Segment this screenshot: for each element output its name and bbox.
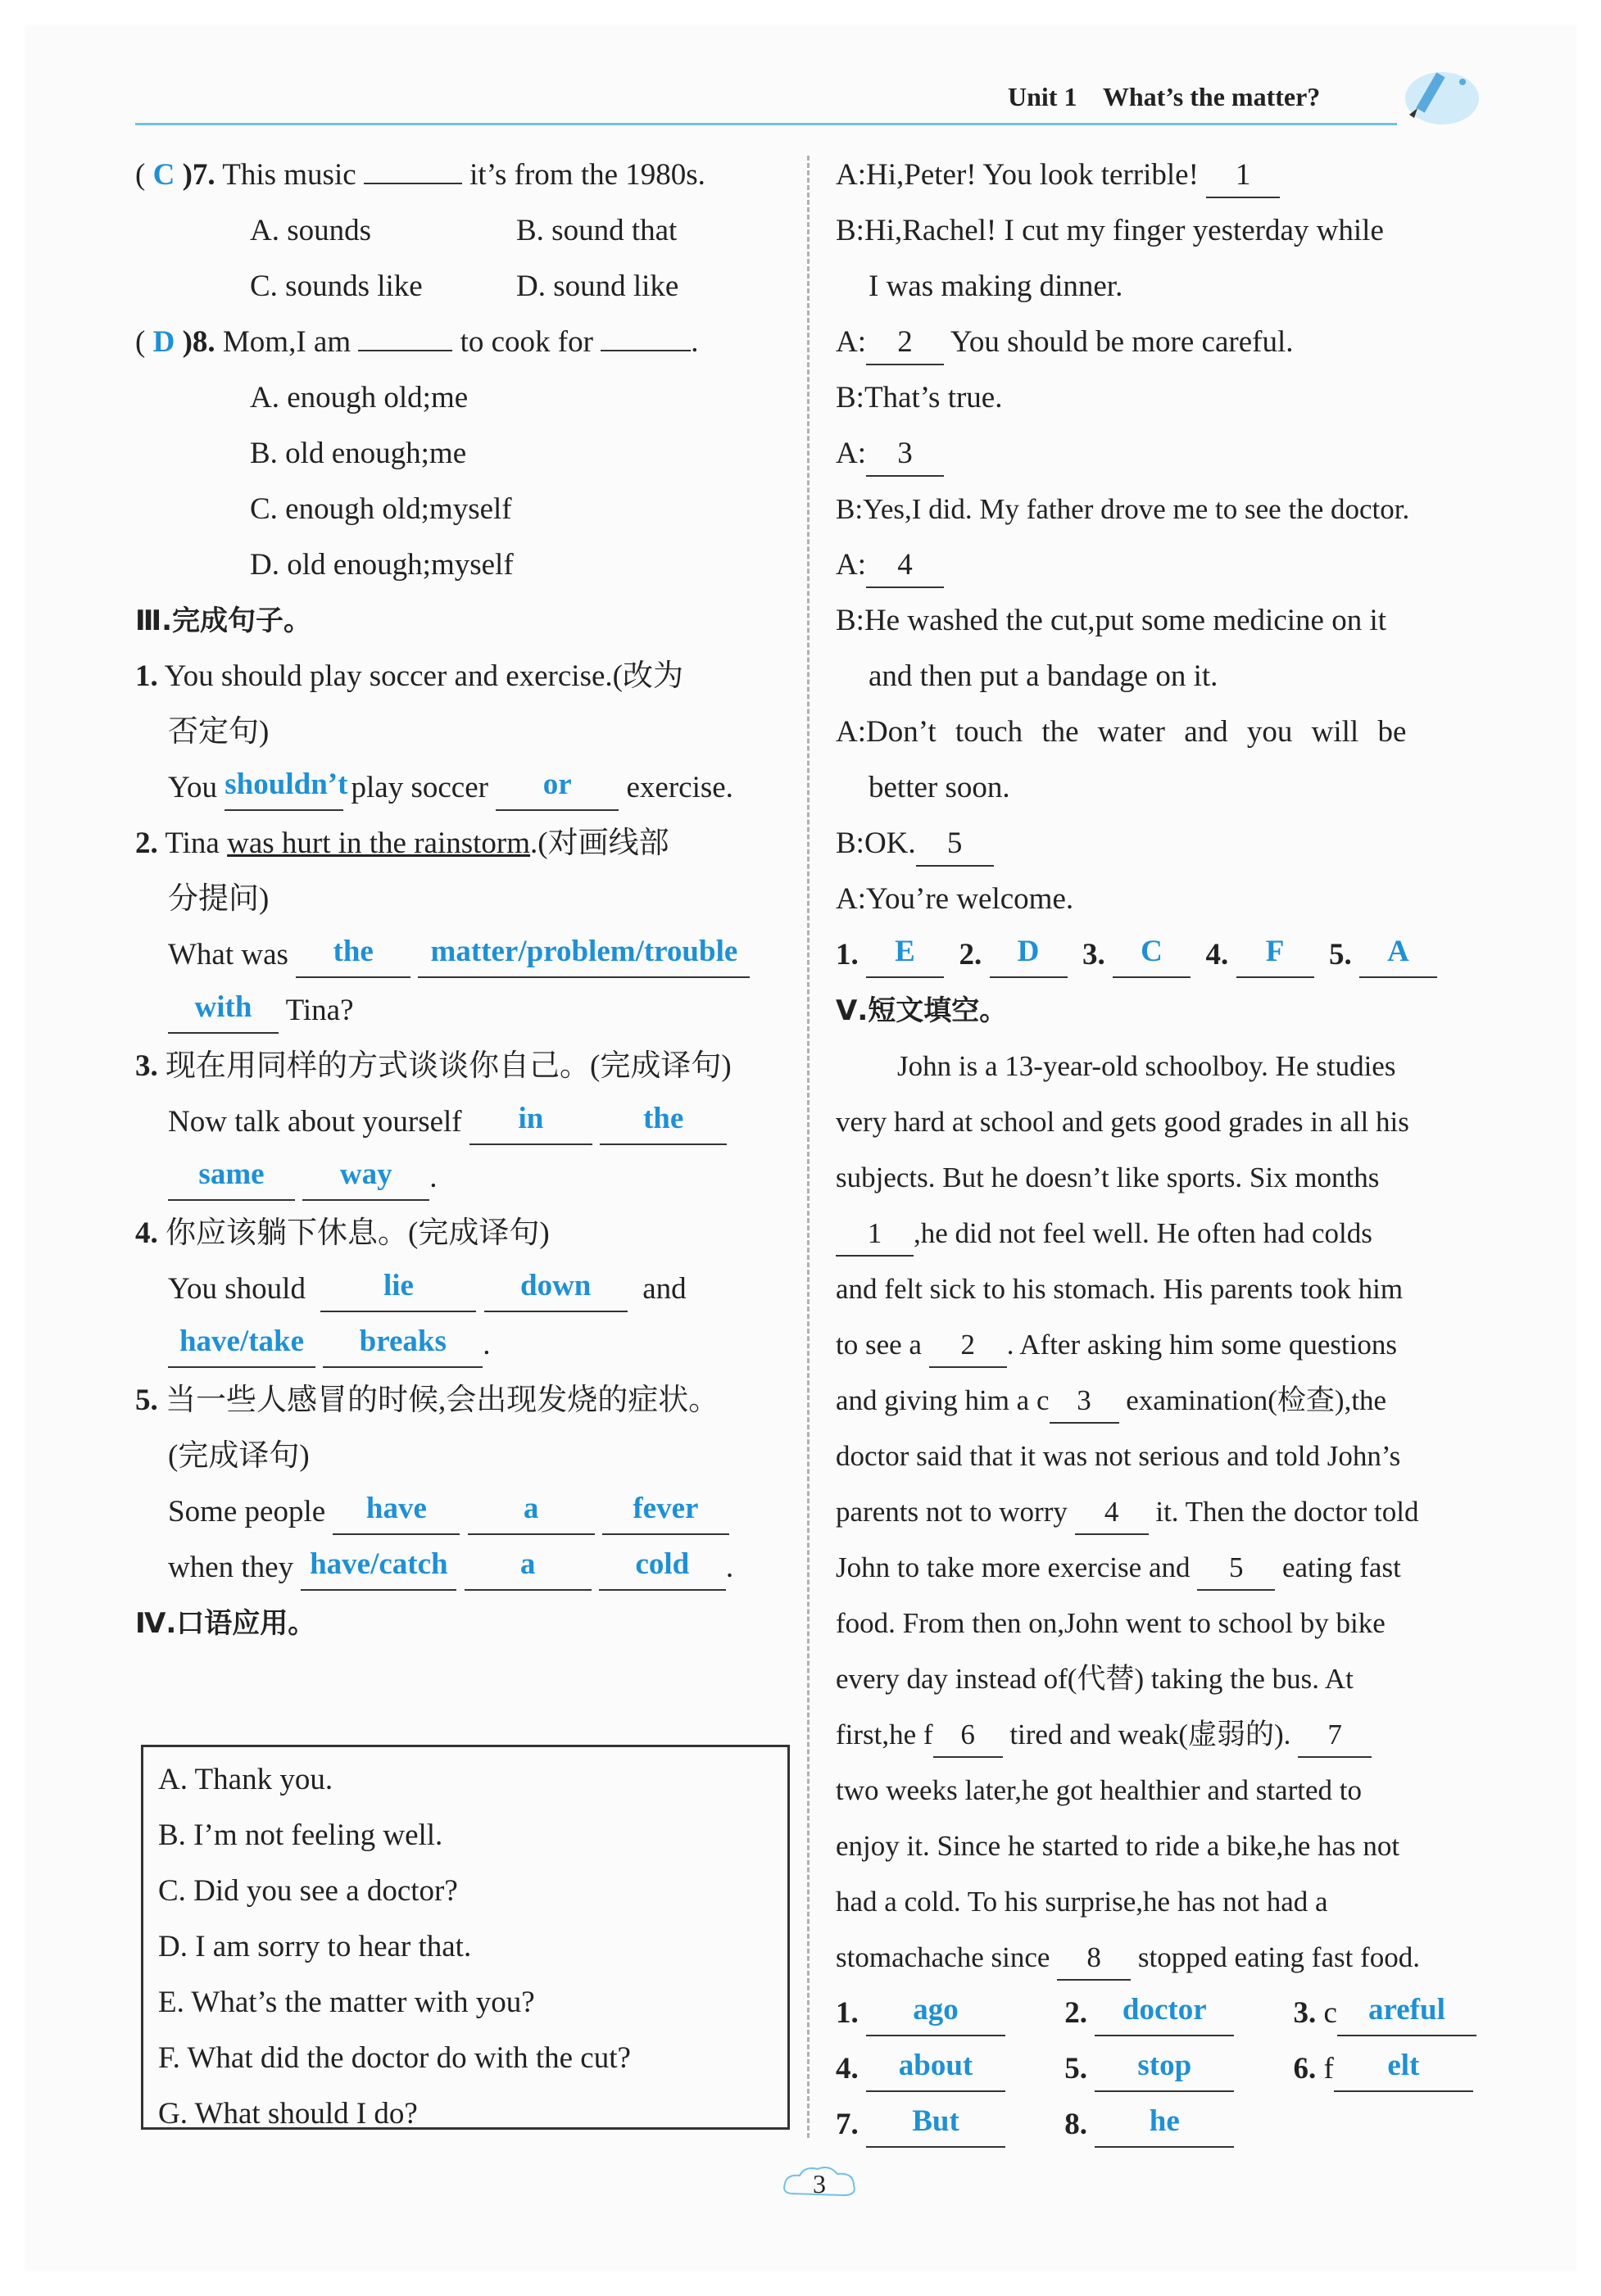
passage-l17-pre: stomachache since [836,1941,1050,1973]
s4-mid: and [642,1272,687,1306]
s5-answer-4: have/catch [310,1547,448,1581]
dialog-line-9: B:He washed the cut,put some medicine on it [836,604,1387,637]
s3-number: 3. [135,1049,158,1083]
s5-blank-4[interactable] [301,1547,456,1591]
passage-answers-row-3 [836,2097,1557,2153]
passage-line-4 [836,1206,1557,1261]
s4-answer-2: down [520,1269,592,1302]
s1-text: You should play soccer and exercise.(改为 [164,659,683,693]
passage-l7-pre: and giving him a [836,1384,1030,1416]
dialog-line-10: and then put a bandage on it. [869,659,1218,693]
passage-l7-initial: c [1036,1384,1050,1416]
q8-option-b: B. old enough;me [250,437,467,470]
s2-pre: Tina [165,826,220,860]
passage-blank-8[interactable] [1057,1936,1131,1981]
passage-l10-text: eating fast [1281,1551,1401,1583]
dialog-answer-5: A [1387,935,1409,968]
header-unit: Unit 1 [1008,82,1077,111]
s4-text: 你应该躺下休息。(完成译句) [166,1216,550,1250]
passage-answer-6-number: 6. [1293,2052,1317,2085]
s5-text: 当一些人感冒的时候,会出现发烧的症状。 [166,1383,719,1417]
s2-line-4 [135,983,856,1039]
q7-answer: C [152,158,175,192]
q8-blank-1[interactable] [358,350,452,351]
s1-answer-2: or [542,768,572,801]
s4-line-3 [135,1317,856,1373]
passage-line-7 [836,1373,1557,1429]
s2-answer-1: the [333,935,374,968]
dialog-answer-4: F [1265,935,1285,968]
s1-post: exercise. [626,771,733,804]
s5-answer-2: a [523,1492,539,1525]
dialog-answer-5-number: 5. [1329,938,1352,971]
s2-answer-2: matter/problem/trouble [430,935,738,968]
s5-line-3 [135,1484,856,1540]
passage-line-12: every day instead of(代替) taking the bus. At [836,1663,1354,1695]
passage-blank-5-number: 5 [1228,1551,1244,1583]
paren-open: ( [135,158,146,192]
s3-blank-4[interactable] [302,1157,429,1201]
passage-blank-6-number: 6 [960,1719,975,1750]
passage-answers-row-2 [836,2041,1557,2097]
dialog-answer-2-number: 2. [959,938,982,971]
q8-stem-end: . [691,325,699,359]
s1-line-3 [135,760,856,816]
dialog-line-6 [836,426,1557,482]
passage-answer-3: areful [1368,1993,1445,2027]
passage-l10-pre: John to take more exercise and [836,1551,1191,1583]
s4-answer-3: have/take [179,1325,305,1358]
s5-answer-5: a [519,1547,536,1581]
s2-blank-3[interactable] [168,989,279,1034]
header-title: What’s the matter? [1102,82,1321,111]
dialog-l8-speaker: A: [836,548,866,582]
dialog-l6-speaker: A: [836,437,866,470]
passage-line-10 [836,1540,1557,1596]
passage-l9-pre: parents not to worry [836,1496,1068,1528]
page-number-text: 3 [813,2169,826,2199]
s3-blank-2[interactable] [600,1101,727,1145]
passage-answer-7: But [912,2104,959,2138]
passage-answer-5-number: 5. [1064,2052,1087,2085]
option-c: C. Did you see a doctor? [158,1874,458,1908]
q8-number: )8. [182,325,215,359]
question-8 [135,315,856,370]
s2-blank-1[interactable] [296,934,410,978]
passage-answer-8-number: 8. [1064,2108,1087,2141]
dialog-answer-3: C [1141,935,1163,968]
s3-answer-3: same [198,1157,265,1191]
s1-pre: You [168,771,218,804]
passage-blank-7[interactable] [1298,1714,1372,1758]
dialog-answer-2: D [1017,935,1040,968]
s4-blank-2[interactable] [484,1268,628,1312]
options-box [141,1745,790,2130]
dialog-answer-3-number: 3. [1082,938,1105,971]
passage-answer-3-initial: c [1323,1996,1337,2030]
passage-blank-6[interactable] [933,1714,1003,1758]
q7-blank[interactable] [364,183,462,184]
s2-line-1 [135,816,856,872]
s2-line-3 [135,927,856,983]
passage-l7-text: examination(检查),the [1126,1384,1387,1416]
s3-end: . [429,1161,438,1194]
passage-answers-row-1 [836,1986,1557,2041]
passage-blank-4-number: 4 [1104,1496,1119,1528]
passage-answer-2-blank[interactable] [1095,1992,1234,2036]
s1-line-2: 否定句) [168,715,270,749]
option-b: B. I’m not feeling well. [158,1818,443,1852]
q8-stem-b: to cook for [460,325,593,359]
option-g: G. What should I do? [158,2097,418,2131]
passage-l6-pre: to see a [836,1329,922,1361]
dialog-line-3: I was making dinner. [869,269,1123,303]
q8-stem-a: Mom,I am [222,325,351,359]
dialog-line-1 [836,147,1557,203]
dialog-answers [836,927,1557,983]
passage-l17-text: stopped eating fast food. [1137,1941,1420,1973]
passage-l13-initial: f [923,1719,933,1750]
dialog-answer-1: E [895,935,915,968]
s3-text: 现在用同样的方式谈谈你自己。(完成译句) [166,1049,732,1083]
passage-line-17 [836,1930,1557,1986]
passage-line-1: John is a 13-year-old schoolboy. He studies [897,1050,1396,1082]
s4-blank-1[interactable] [320,1268,476,1312]
s5-answer-3: fever [633,1492,699,1525]
passage-answer-4-blank[interactable] [866,2048,1005,2092]
dialog-l1-text: A:Hi,Peter! You look terrible! [836,158,1199,192]
passage-blank-1[interactable] [836,1212,914,1257]
header-rule [135,123,1397,125]
right-column [836,147,1557,2153]
q8-option-a: A. enough old;me [250,381,469,414]
q7-stem-b: it’s from the 1980s. [469,158,705,192]
s2-line-2: 分提问) [168,882,270,916]
q8-option-d: D. old enough;myself [250,548,514,582]
s5-blank-3[interactable] [602,1491,729,1535]
s4-blank-4[interactable] [323,1324,483,1368]
paren-open: ( [135,325,146,359]
passage-answer-6-blank[interactable] [1334,2048,1473,2092]
passage-answer-1-blank[interactable] [866,1992,1005,2036]
q7-options-ab [135,203,856,259]
s5-number: 5. [135,1383,158,1417]
passage-answer-2-number: 2. [1064,1996,1087,2030]
passage-line-9 [836,1484,1557,1540]
s1-blank-1[interactable] [225,767,348,811]
dialog-answer-5-blank[interactable] [1359,934,1437,978]
page-number [778,2162,860,2203]
dialog-line-14: A:You’re welcome. [836,882,1074,916]
s4-line-1 [135,1206,856,1261]
passage-line-16: had a cold. To his surprise,he has not had a [836,1886,1328,1918]
passage-line-8: doctor said that it was not serious and told John’s [836,1440,1401,1472]
s2-answer-3: with [194,990,252,1024]
passage-blank-5[interactable] [1197,1547,1275,1591]
passage-answer-1: ago [913,1993,959,2027]
dialog-blank-4-number: 4 [897,548,913,582]
s4-answer-4: breaks [359,1325,447,1358]
s5-pre2: when they [168,1551,294,1584]
s4-number: 4. [135,1216,158,1250]
s3-line-2 [135,1094,856,1150]
q7-option-d: D. sound like [516,269,679,303]
passage-l9-text: it. Then the doctor told [1155,1496,1419,1528]
s2-l3-pre: What was [168,938,288,971]
passage-line-15: enjoy it. Since he started to ride a bike,he has not [836,1830,1400,1862]
passage-blank-4[interactable] [1075,1491,1149,1535]
s3-answer-4: way [339,1157,392,1191]
s2-number: 2. [135,826,158,860]
s5-blank-1[interactable] [333,1491,460,1535]
passage-line-5: and felt sick to his stomach. His parents took him [836,1273,1404,1305]
dialog-line-12: better soon. [869,771,1010,804]
q7-options-cd [135,259,856,315]
dialog-answer-1-blank[interactable] [866,934,944,978]
passage-blank-7-number: 7 [1327,1719,1342,1750]
passage-line-11: food. From then on,John went to school by bike [836,1607,1386,1639]
passage-answer-1-number: 1. [836,1996,859,2030]
s2-post: .(对画线部 [530,826,669,860]
s4-answer-1: lie [383,1269,414,1302]
passage-answer-7-blank[interactable] [866,2104,1005,2148]
passage-blank-3-number: 3 [1077,1384,1091,1416]
s2-underlined-part: was hurt in the rainstorm [227,826,531,860]
s5-line-1 [135,1373,856,1429]
s3-answer-1: in [518,1102,544,1135]
q8-option-c: C. enough old;myself [250,492,512,526]
s3-answer-2: the [642,1102,684,1135]
passage-answer-4: about [898,2049,973,2082]
passage-answer-8-blank[interactable] [1095,2104,1234,2148]
passage-blank-2-number: 2 [960,1329,975,1361]
section-5-title: Ⅴ.短文填空。 [836,994,1008,1027]
s1-line-1 [135,649,856,704]
passage-answer-5: stop [1137,2049,1192,2082]
dialog-blank-5-number: 5 [946,826,963,860]
passage-blank-1-number: 1 [867,1217,882,1249]
passage-line-2: very hard at school and gets good grades in all his [836,1106,1409,1138]
dialog-line-8 [836,537,1557,593]
s5-line-2: (完成译句) [168,1439,310,1473]
s5-blank-2[interactable] [468,1491,595,1535]
s3-pre: Now talk about yourself [168,1105,462,1139]
q8-blank-2[interactable] [601,350,691,351]
s1-number: 1. [135,659,158,693]
s4-pre: You should [168,1272,306,1306]
dialog-line-5: B:That’s true. [836,381,1003,414]
passage-answer-5-blank[interactable] [1095,2048,1234,2092]
passage-l6-text: . After asking him some questions [1006,1329,1398,1361]
dialog-blank-3[interactable] [866,432,944,477]
passage-blank-3[interactable] [1050,1379,1119,1424]
dialog-blank-3-number: 3 [897,437,913,470]
dialog-l4-speaker: A: [836,325,866,359]
dialog-blank-5[interactable] [916,822,994,867]
dialog-line-2: B:Hi,Rachel! I cut my finger yesterday while [836,214,1384,247]
q7-option-a: A. sounds [250,214,372,247]
dialog-line-13 [836,816,1557,872]
s3-line-3 [135,1150,856,1206]
page-header [1008,82,1320,112]
s2-blank-2[interactable] [418,934,750,978]
section-3-title: Ⅲ.完成句子。 [135,605,312,637]
passage-answer-2: doctor [1122,1993,1207,2027]
option-d: D. I am sorry to hear that. [158,1930,472,1963]
passage-blank-8-number: 8 [1086,1941,1101,1973]
passage-answer-4-number: 4. [836,2052,859,2085]
q7-stem-a: This music [222,158,356,192]
dialog-blank-2-number: 2 [897,325,913,359]
dialog-blank-4[interactable] [866,544,944,588]
passage-l13-pre: first,he [836,1719,917,1750]
dialog-blank-1-number: 1 [1235,158,1251,192]
q7-number: )7. [182,158,215,192]
passage-line-3: subjects. But he doesn’t like sports. Six months [836,1162,1380,1193]
question-7 [135,147,856,203]
option-f: F. What did the doctor do with the cut? [158,2041,631,2075]
q7-option-b: B. sound that [516,214,678,247]
s2-l4-post: Tina? [285,994,354,1027]
s5-answer-1: have [365,1492,427,1525]
s3-line-1 [135,1039,856,1094]
passage-line-14: two weeks later,he got healthier and started to [836,1774,1362,1806]
passage-answer-8: he [1149,2104,1180,2138]
s1-blank-2[interactable] [496,767,619,811]
dialog-answer-3-blank[interactable] [1113,934,1191,978]
dialog-blank-2[interactable] [866,321,944,365]
dialog-answer-1-number: 1. [836,938,859,971]
q8-answer: D [152,325,175,359]
passage-answer-6-initial: f [1323,2052,1334,2085]
dialog-line-7: B:Yes,I did. My father drove me to see the doctor. [836,493,1410,525]
dialog-answer-4-number: 4. [1205,938,1229,971]
s5-pre: Some people [168,1495,326,1528]
s4-blank-3[interactable] [168,1324,315,1368]
dialog-l13-text: B:OK. [836,826,916,860]
s5-line-4 [135,1540,856,1596]
section-4-title: Ⅳ.口语应用。 [135,1607,316,1640]
dialog-blank-1[interactable] [1206,154,1280,198]
s3-blank-3[interactable] [168,1157,295,1201]
passage-answer-6: elt [1387,2049,1420,2082]
s3-blank-1[interactable] [469,1101,592,1145]
passage-answer-3-number: 3. [1293,1996,1317,2030]
passage-l13-text: tired and weak(虚弱的). [1009,1719,1291,1750]
q7-option-c: C. sounds like [250,269,423,303]
dialog-l4-text: You should be more careful. [950,325,1294,359]
passage-blank-2[interactable] [929,1324,1007,1368]
s5-end: . [725,1551,734,1584]
passage-answer-3-blank[interactable] [1337,1992,1476,2036]
left-column [135,147,856,1651]
dialog-line-4 [836,315,1557,370]
dialog-answer-4-blank[interactable] [1236,934,1314,978]
s4-end: . [483,1328,491,1361]
dialog-line-11: A:Don’t touch the water and you will be [836,715,1407,749]
s1-answer-1: shouldn’t [225,768,348,801]
dialog-answer-2-blank[interactable] [990,934,1068,978]
pencil-globe-icon [1393,57,1483,131]
passage-answer-7-number: 7. [836,2108,859,2141]
passage-line-13 [836,1707,1557,1763]
s1-mid: play soccer [351,771,488,804]
option-a: A. Thank you. [158,1763,333,1796]
passage-line-6 [836,1317,1557,1373]
s4-line-2 [135,1261,856,1317]
s5-answer-6: cold [635,1547,690,1581]
option-e: E. What’s the matter with you? [158,1986,535,2019]
s5-blank-5[interactable] [465,1547,592,1591]
passage-l4-text: ,he did not feel well. He often had colds [914,1217,1372,1249]
s5-blank-6[interactable] [599,1547,726,1591]
